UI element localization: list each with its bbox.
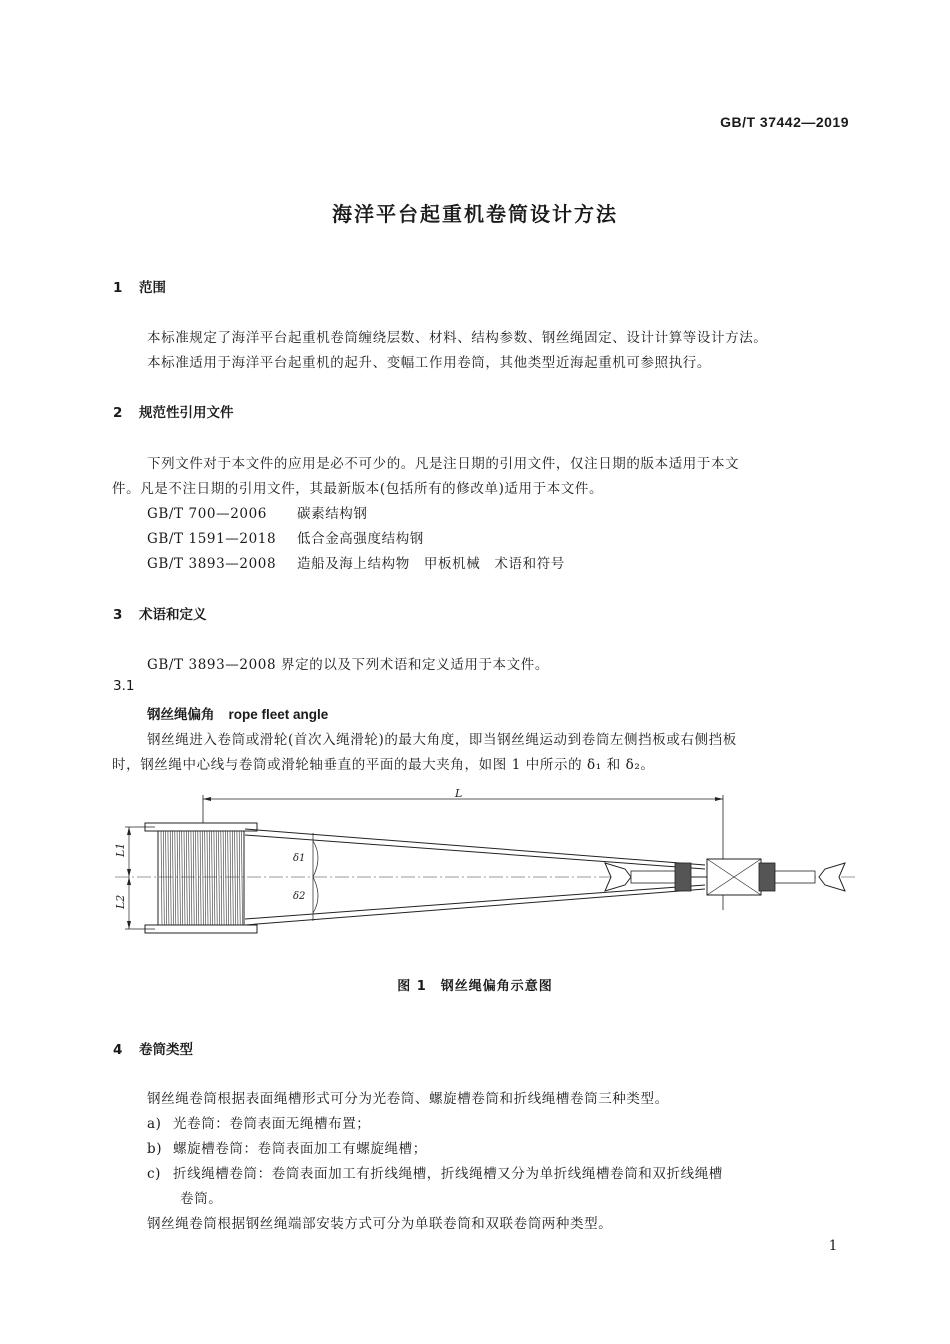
section-1-paragraph: 本标准规定了海洋平台起重机卷筒缠绕层数、材料、结构参数、钢丝绳固定、设计计算等设计方法。 (147, 330, 768, 346)
rope-bottom-outer (245, 889, 705, 925)
term-definition-cont: 时，钢丝绳中心线与卷筒或滑轮轴垂直的平面的最大夹角，如图 1 中所示的 δ₁ 和 δ₂。 (112, 757, 655, 773)
section-number: 2 (113, 405, 123, 421)
reference-code: GB/T 700—2006 (147, 506, 267, 522)
reference-code: GB/T 1591—2018 (147, 531, 277, 547)
list-item-text: 螺旋槽卷筒：卷筒表面加工有螺旋绳槽； (173, 1141, 427, 1157)
section-4-intro: 钢丝绳卷筒根据表面绳槽形式可分为光卷筒、螺旋槽卷筒和折线绳槽卷筒三种类型。 (147, 1091, 669, 1107)
reference-code: GB/T 3893—2008 (147, 556, 277, 572)
section-2-intro: 下列文件对于本文件的应用是必不可少的。凡是注日期的引用文件，仅注日期的版本适用于本文 (147, 456, 740, 472)
section-3-heading (113, 603, 207, 623)
fleet-angle-figure (95, 785, 855, 945)
section-3-intro: GB/T 3893—2008 界定的以及下列术语和定义适用于本文件。 (147, 657, 549, 673)
term-entry (147, 703, 328, 723)
label-L: L (455, 787, 463, 800)
section-title: 卷筒类型 (139, 1042, 193, 1058)
section-2-intro-cont: 件。凡是不注日期的引用文件，其最新版本(包括所有的修改单)适用于本文件。 (112, 481, 604, 497)
reference-title: 碳素结构钢 (297, 506, 368, 522)
reference-title: 低合金高强度结构钢 (297, 531, 424, 547)
rope-top-inner (245, 835, 705, 869)
list-item-text: 折线绳槽卷筒：卷筒表面加工有折线绳槽，折线绳槽又分为单折线绳槽卷筒和双折线绳槽 (173, 1166, 723, 1182)
section-number: 3 (113, 607, 123, 623)
list-item-label: c) (147, 1166, 162, 1182)
section-title: 规范性引用文件 (139, 405, 234, 421)
arrow-head (127, 869, 131, 877)
list-item (147, 1112, 370, 1132)
label-delta1: δ1 (293, 853, 306, 864)
list-item (147, 1137, 427, 1157)
section-title: 术语和定义 (139, 607, 207, 623)
reference-title: 造船及海上结构物 甲板机械 术语和符号 (297, 556, 565, 572)
arrow-head (127, 877, 131, 885)
sheave-shaft (631, 871, 681, 883)
label-L2: L2 (114, 894, 127, 909)
arrow-head (715, 797, 723, 801)
document-title: 海洋平台起重机卷筒设计方法 (332, 202, 618, 226)
angle-arc-delta1 (313, 841, 318, 877)
clause-number: 3.1 (113, 678, 135, 694)
angle-arc-delta2 (313, 877, 318, 913)
page-number: 1 (828, 1238, 838, 1254)
arrow-head (127, 921, 131, 929)
term-chinese: 钢丝绳偏角 (147, 707, 215, 723)
section-title: 范围 (139, 280, 166, 296)
list-item-text: 光卷筒：卷筒表面无绳槽布置； (173, 1116, 371, 1132)
bearing-right (759, 863, 775, 891)
normative-reference (147, 502, 368, 522)
sheave-shaft-right (775, 871, 815, 883)
section-1-heading (113, 276, 166, 296)
section-4-heading (113, 1038, 193, 1058)
section-number: 1 (113, 280, 123, 296)
list-item-label: a) (147, 1116, 162, 1132)
list-item-text-cont: 卷筒。 (180, 1191, 223, 1207)
section-number: 4 (113, 1042, 123, 1058)
figure-caption: 图 1 钢丝绳偏角示意图 (397, 979, 553, 994)
drum-flange-top (145, 823, 257, 831)
term-english: rope fleet angle (228, 707, 329, 722)
section-2-heading (113, 401, 234, 421)
section-4-closing: 钢丝绳卷筒根据钢丝绳端部安装方式可分为单联卷筒和双联卷筒两种类型。 (147, 1216, 613, 1232)
standard-number: GB/T 37442—2019 (720, 114, 849, 130)
arrow-head (127, 827, 131, 835)
rope-bottom-inner (245, 885, 705, 919)
bearing-left (675, 863, 691, 891)
term-definition: 钢丝绳进入卷筒或滑轮(首次入绳滑轮)的最大角度，即当钢丝绳运动到卷筒左侧挡板或右侧挡板 (147, 732, 737, 748)
label-delta2: δ2 (293, 891, 306, 902)
normative-reference (147, 552, 565, 572)
section-1-paragraph: 本标准适用于海洋平台起重机的起升、变幅工作用卷筒，其他类型近海起重机可参照执行。 (147, 355, 711, 371)
drum-flange-bottom (145, 925, 257, 933)
arrow-head (203, 797, 211, 801)
rope-top-outer (245, 829, 705, 865)
normative-reference (147, 527, 424, 547)
list-item-label: b) (147, 1141, 163, 1157)
label-L1: L1 (114, 842, 127, 857)
list-item (147, 1162, 723, 1182)
